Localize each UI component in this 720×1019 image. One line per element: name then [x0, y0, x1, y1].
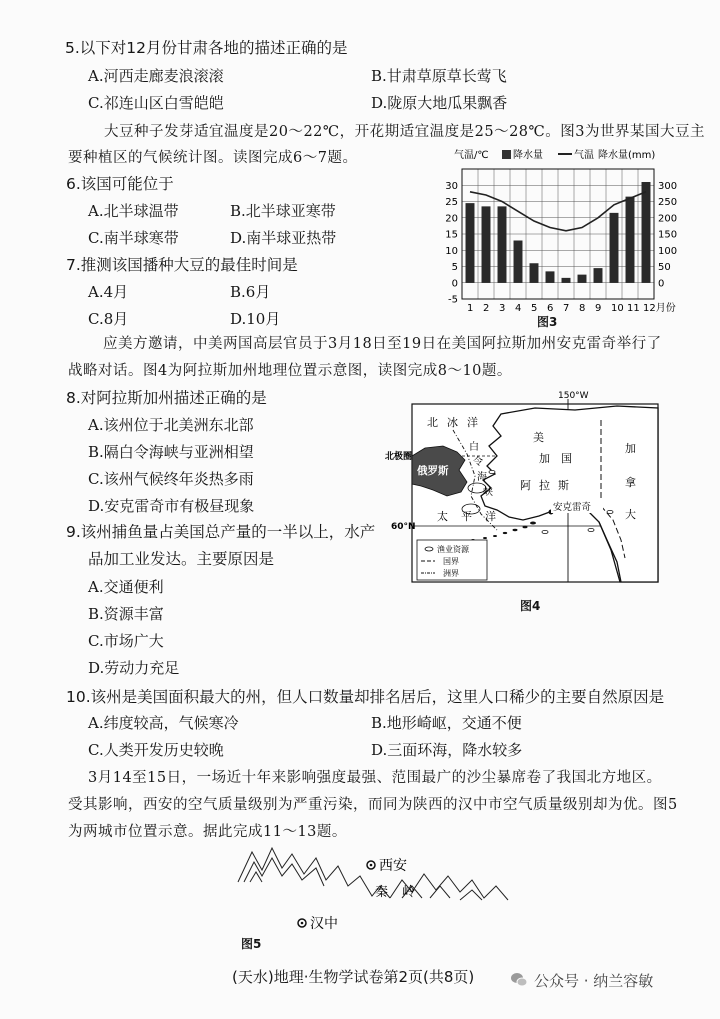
left-tick-label: 20 — [445, 213, 458, 225]
longitude-label: 150°W — [558, 391, 589, 401]
precip-bar — [514, 241, 523, 283]
q9-option-c: C.市场广大 — [88, 632, 164, 650]
precip-bar — [530, 263, 539, 283]
passage3-line1: 3月14至15日，一场近十年来影响强度最强、范围最广的沙尘暴席卷了我国北方地区。 — [88, 770, 662, 786]
precip-bar — [594, 268, 603, 283]
left-tick-label: 30 — [445, 180, 458, 192]
q6-option-b: B.北半球亚寒带 — [230, 202, 336, 220]
usa-1: 美 — [533, 431, 544, 444]
q9-option-d: D.劳动力充足 — [88, 659, 180, 677]
right-tick-label: 150 — [658, 229, 678, 241]
q9-stem-line1: 9.该州捕鱼量占美国总产量的一半以上，水产 — [66, 523, 376, 541]
q9-option-b: B.资源丰富 — [88, 605, 164, 623]
watermark-text: 公众号 · 纳兰容敏 — [534, 972, 654, 990]
q6-option-c: C.南半球寒带 — [88, 229, 179, 247]
q8-option-a: A.该州位于北美洲东北部 — [88, 416, 254, 434]
x-tick-label: 4 — [515, 303, 522, 314]
alaska-1: 阿 — [520, 479, 531, 492]
mountain-range — [238, 848, 508, 900]
figure5-caption: 图5 — [241, 937, 262, 951]
x-tick-label: 7 — [563, 303, 570, 314]
q7-stem: 7.推测该国播种大豆的最佳时间是 — [66, 256, 298, 274]
climate-chart — [436, 143, 686, 333]
q8-option-b: B.隔白令海峡与亚洲相望 — [88, 443, 254, 461]
legend-bar-swatch — [502, 150, 511, 159]
ocean-north-1: 北 — [427, 416, 438, 429]
xian-label: 西安 — [379, 858, 407, 874]
precip-bar — [578, 275, 587, 283]
alaska-2: 拉 — [539, 479, 550, 492]
lat60-label: 60°N — [391, 522, 416, 532]
anchorage-label: 安克雷奇 — [553, 502, 592, 513]
q6-option-a: A.北半球温带 — [88, 202, 179, 220]
q7-option-b: B.6月 — [230, 283, 271, 301]
legend-border: 国界 — [443, 557, 459, 566]
right-tick-label: 200 — [658, 213, 678, 225]
figure4-caption: 图4 — [520, 599, 541, 613]
ocean-north-2: 冰 — [447, 416, 458, 429]
q8-option-c: C.该州气候终年炎热多雨 — [88, 470, 254, 488]
x-tick-label: 12月份 — [643, 303, 676, 314]
alaska-map — [385, 390, 660, 595]
right-tick-label: 250 — [658, 197, 678, 208]
passage1-line2: 要种植区的气候统计图。读图完成6～7题。 — [68, 150, 358, 166]
legend-continent: 洲界 — [443, 569, 459, 578]
q9-option-a: A.交通便利 — [88, 578, 164, 596]
q7-option-c: C.8月 — [88, 310, 129, 328]
left-tick-label: -5 — [448, 294, 458, 306]
q6-option-d: D.南半球亚热带 — [230, 229, 337, 247]
strait-4: 峡 — [483, 487, 493, 498]
pacific-1: 太 — [437, 510, 448, 523]
left-tick-label: 5 — [451, 262, 458, 273]
wechat-icon — [510, 972, 528, 988]
precip-bar — [498, 206, 507, 282]
precip-bar — [642, 182, 651, 283]
left-tick-label: 10 — [445, 245, 458, 257]
chart-legend-bar: 降水量 — [513, 150, 543, 161]
x-tick-label: 2 — [483, 303, 490, 314]
q10-option-c: C.人类开发历史较晚 — [88, 741, 224, 759]
qin-label: 秦 — [375, 885, 389, 900]
chart-legend-right: 降水量(mm) — [598, 150, 656, 161]
q5-option-b: B.甘肃草原草长莺飞 — [371, 67, 507, 85]
precip-bar — [466, 203, 475, 283]
q5-option-d: D.陇原大地瓜果飘香 — [371, 94, 508, 112]
x-tick-label: 11 — [627, 303, 640, 314]
passage3-line2: 受其影响，西安的空气质量级别为严重污染，而同为陕西的汉中市空气质量级别却为优。图5 — [68, 797, 678, 813]
q8-option-d: D.安克雷奇市有极昼现象 — [88, 497, 255, 515]
right-tick-label: 0 — [658, 278, 665, 290]
q5-stem: 5.以下对12月份甘肃各地的描述正确的是 — [65, 39, 348, 57]
q8-stem: 8.对阿拉斯加州描述正确的是 — [66, 389, 267, 407]
x-tick-label: 1 — [467, 303, 474, 314]
q10-option-b: B.地形崎岖，交通不便 — [371, 714, 522, 732]
passage2-line2: 战略对话。图4为阿拉斯加州地理位置示意图，读图完成8～10题。 — [68, 363, 512, 379]
ling-label: 岭 — [402, 885, 416, 900]
x-axis — [467, 302, 676, 314]
q6-stem: 6.该国可能位于 — [66, 175, 174, 193]
x-tick-label: 5 — [531, 303, 538, 314]
page-footer: (天水)地理·生物学试卷第2页(共8页) — [232, 968, 475, 986]
strait-2: 令 — [473, 457, 483, 468]
left-axis — [445, 181, 458, 306]
canada-3: 大 — [625, 508, 636, 521]
q7-option-a: A.4月 — [88, 283, 129, 301]
alaska-4: 加 — [539, 452, 550, 465]
strait-1: 白 — [469, 442, 479, 453]
chart-legend-line: 气温 — [574, 150, 594, 161]
canada-1: 加 — [625, 442, 636, 455]
alaska-3: 斯 — [558, 479, 569, 492]
russia-label: 俄罗斯 — [417, 465, 449, 477]
q7-option-d: D.10月 — [230, 310, 281, 328]
precip-bar — [610, 213, 619, 283]
right-tick-label: 50 — [658, 262, 671, 273]
arctic-circle-label: 北极圈 — [385, 452, 413, 462]
canada-2: 拿 — [625, 476, 636, 489]
left-tick-label: 25 — [445, 197, 458, 208]
precip-bar — [482, 206, 491, 282]
chart-legend-left: 气温/℃ — [454, 150, 489, 161]
q10-stem: 10.该州是美国面积最大的州，但人口数量却排名居后，这里人口稀少的主要自然原因是 — [66, 688, 665, 706]
passage1-line1: 大豆种子发芽适宜温度是20～22℃，开花期适宜温度是25～28℃。图3为世界某国大豆主 — [104, 124, 705, 140]
x-tick-label: 8 — [579, 303, 586, 314]
wechat-watermark — [510, 970, 700, 992]
pacific-2: 平 — [461, 510, 472, 523]
q10-option-d: D.三面环海，降水较多 — [371, 741, 523, 759]
left-tick-label: 15 — [445, 229, 458, 241]
x-tick-label: 10 — [611, 303, 624, 314]
passage3-line3: 为两城市位置示意。据此完成11～13题。 — [68, 824, 347, 840]
precip-bar — [562, 278, 571, 283]
q5-option-a: A.河西走廊麦浪滚滚 — [88, 67, 224, 85]
x-tick-label: 3 — [499, 303, 506, 314]
precip-bar — [546, 271, 555, 282]
passage2-line1: 应美方邀请，中美两国高层官员于3月18日至19日在美国阿拉斯加州安克雷奇举行了 — [103, 336, 662, 352]
left-tick-label: 0 — [451, 278, 458, 290]
x-tick-label: 9 — [595, 303, 602, 314]
legend-fishery: 渔业资源 — [437, 545, 469, 554]
x-tick-label: 6 — [547, 303, 554, 314]
pacific-3: 洋 — [485, 510, 496, 523]
strait-3: 海 — [477, 472, 487, 483]
right-tick-label: 100 — [658, 245, 678, 257]
q9-stem-line2: 品加工业发达。主要原因是 — [88, 550, 275, 568]
precip-bar — [626, 197, 635, 283]
hanzhong-label: 汉中 — [310, 916, 338, 932]
q10-option-a: A.纬度较高，气候寒冷 — [88, 714, 239, 732]
qinling-map — [230, 840, 530, 945]
chart-grid — [462, 169, 654, 299]
q5-option-c: C.祁连山区白雪皑皑 — [88, 94, 224, 112]
usa-2: 国 — [561, 452, 572, 465]
right-axis — [658, 181, 677, 290]
legend-fishery-icon — [425, 547, 433, 551]
figure3-caption: 图3 — [537, 315, 558, 329]
ocean-north-3: 洋 — [467, 416, 478, 429]
right-tick-label: 300 — [658, 180, 678, 192]
